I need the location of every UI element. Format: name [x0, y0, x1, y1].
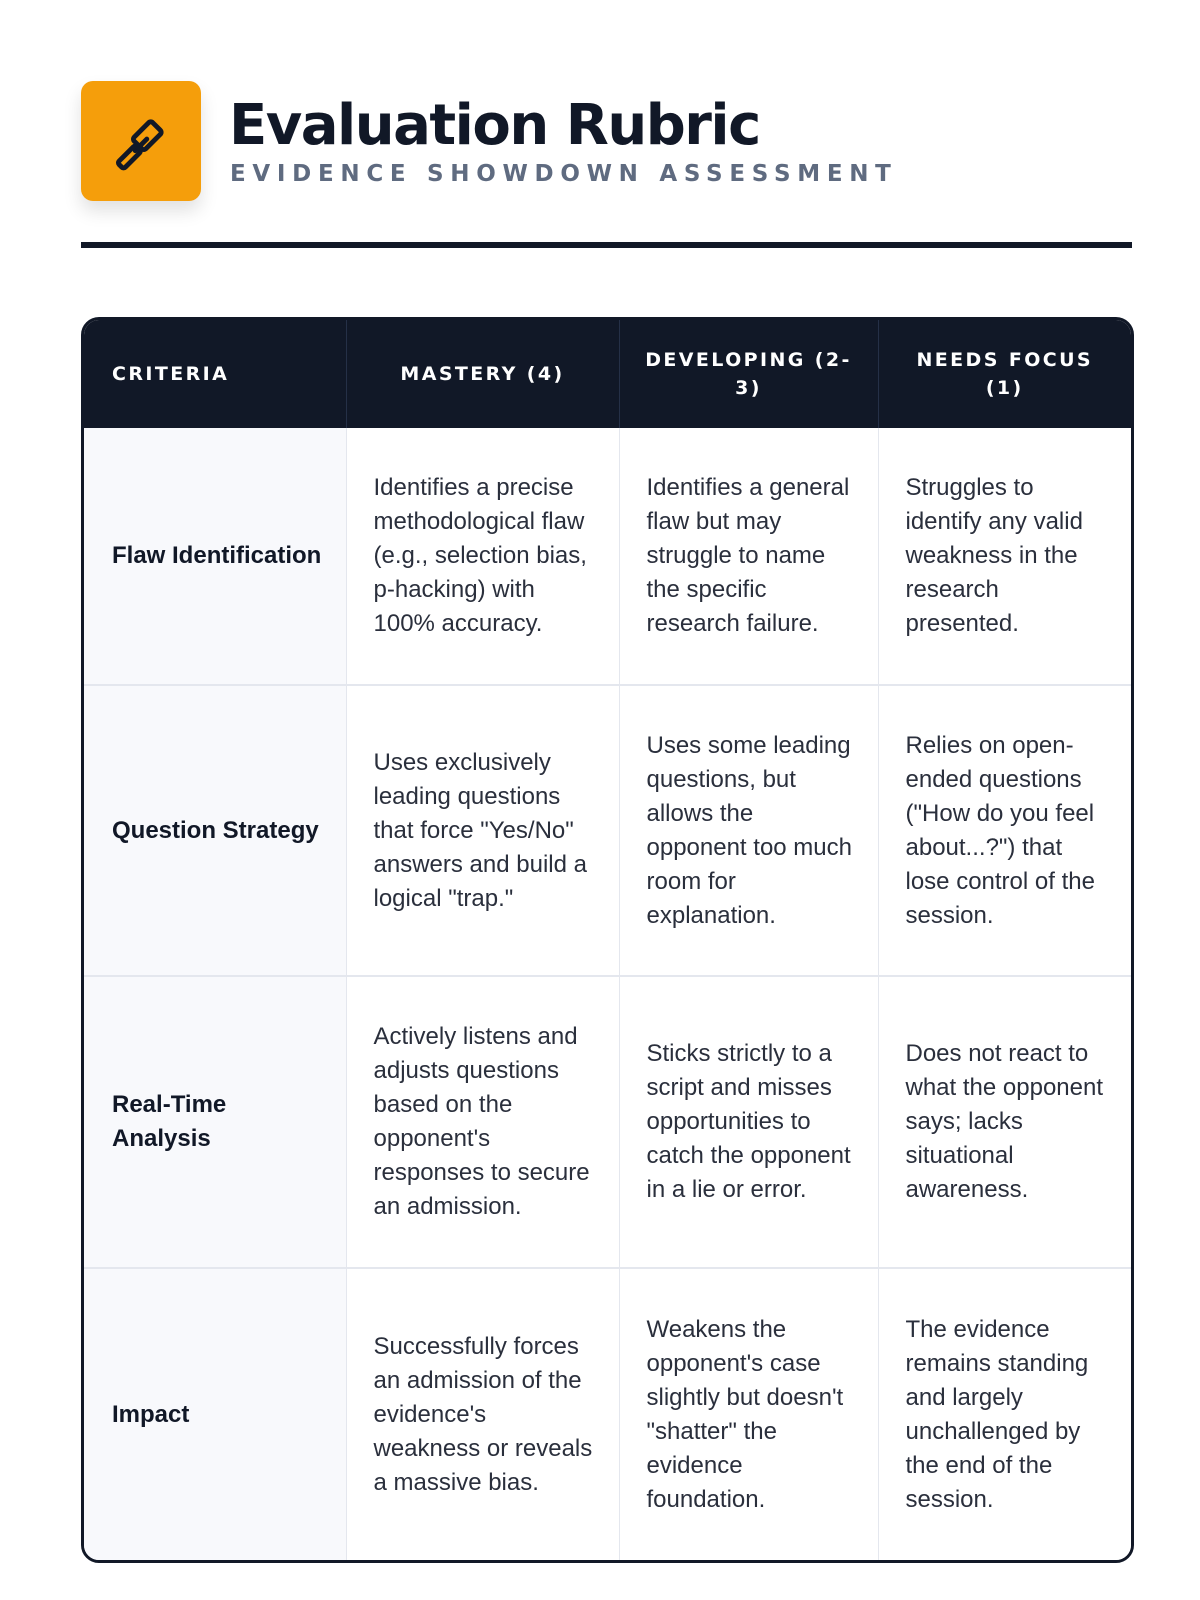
rubric-table-container: [81, 317, 1134, 1563]
developing-cell: Identifies a general flaw but may struggle to name the specific research failure.: [619, 428, 878, 685]
page-title: Evaluation Rubric: [229, 93, 760, 158]
needs-focus-cell: The evidence remains standing and largely unchallenged by the end of the session.: [878, 1268, 1131, 1560]
needs-focus-cell: Relies on open-ended questions ("How do you feel about...?") that lose control of the session.: [878, 685, 1131, 977]
page-subtitle: EVIDENCE SHOWDOWN ASSESSMENT: [230, 161, 898, 187]
gavel-icon: [110, 110, 172, 172]
logo-badge: [81, 81, 201, 201]
table-header-row: [84, 320, 1131, 428]
table-row: [84, 685, 1131, 977]
mastery-cell: Identifies a precise methodological flaw (e.g., selection bias, p-hacking) with 100% accuracy.: [346, 428, 619, 685]
mastery-cell: Successfully forces an admission of the evidence's weakness or reveals a massive bias.: [346, 1268, 619, 1560]
rubric-table: [84, 320, 1131, 1560]
column-header-needs-focus: NEEDS FOCUS (1): [878, 320, 1131, 428]
needs-focus-cell: Does not react to what the opponent says; lacks situational awareness.: [878, 976, 1131, 1268]
developing-cell: Weakens the opponent's case slightly but doesn't "shatter" the evidence foundation.: [619, 1268, 878, 1560]
table-row: [84, 1268, 1131, 1560]
column-header-mastery: MASTERY (4): [346, 320, 619, 428]
criterion-cell: Impact: [84, 1268, 346, 1560]
mastery-cell: Uses exclusively leading questions that force "Yes/No" answers and build a logical "trap.": [346, 685, 619, 977]
criterion-cell: Question Strategy: [84, 685, 346, 977]
column-header-developing: DEVELOPING (2-3): [619, 320, 878, 428]
developing-cell: Uses some leading questions, but allows the opponent too much room for explanation.: [619, 685, 878, 977]
header-divider: [81, 242, 1132, 248]
column-header-criteria: CRITERIA: [84, 320, 346, 428]
page-header: [81, 81, 1131, 201]
developing-cell: Sticks strictly to a script and misses opportunities to catch the opponent in a lie or error.: [619, 976, 878, 1268]
table-row: [84, 428, 1131, 685]
criterion-cell: Real-Time Analysis: [84, 976, 346, 1268]
criterion-cell: Flaw Identification: [84, 428, 346, 685]
mastery-cell: Actively listens and adjusts questions based on the opponent's responses to secure an admission.: [346, 976, 619, 1268]
needs-focus-cell: Struggles to identify any valid weakness in the research presented.: [878, 428, 1131, 685]
table-row: [84, 976, 1131, 1268]
